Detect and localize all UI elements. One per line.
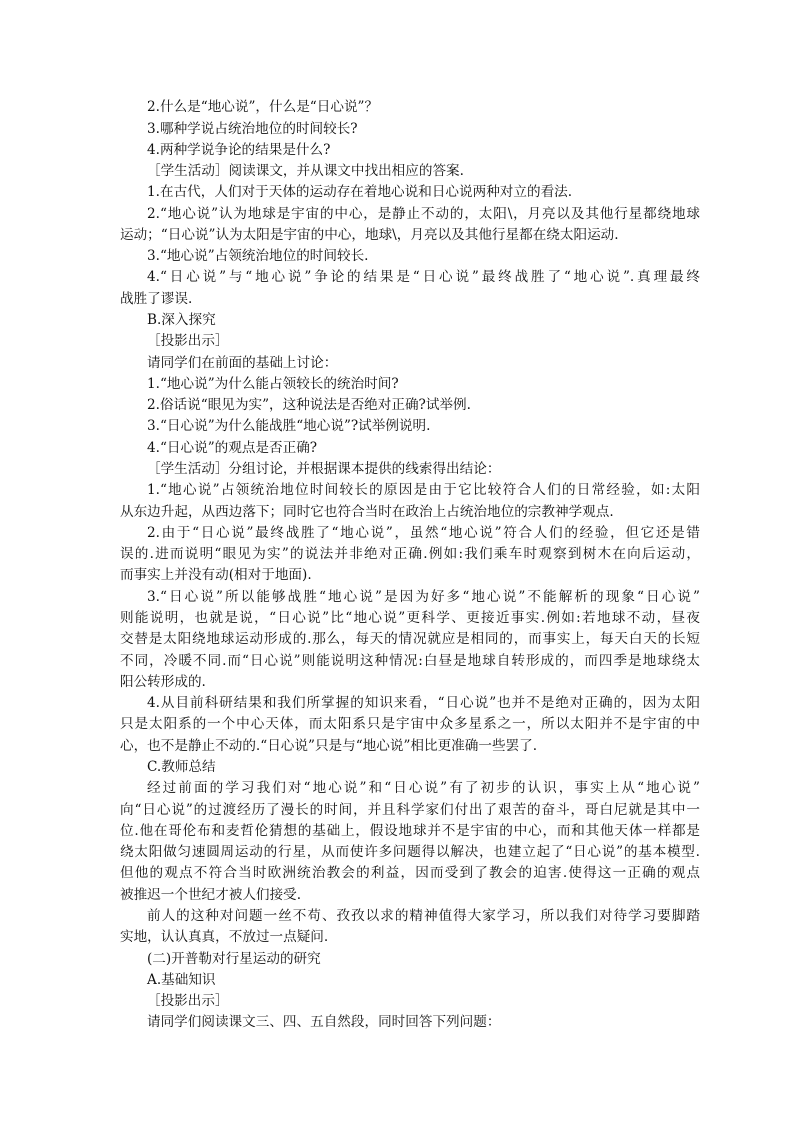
section-heading: C.教师总结 xyxy=(147,759,216,775)
text-line: 阳公转形成的. xyxy=(120,674,206,690)
text-line: 不同，冷暖不同.而“日心说”则能说明这种情况:白昼是地球自转形成的，而四季是地球绕太 xyxy=(120,653,700,669)
text-line: 从东边升起，从西边落下；同时它也符合当时在政治上占统治地位的宗教神学观点. xyxy=(120,504,614,520)
text-line: 3.“日心说”为什么能战胜“地心说”?试举例说明. xyxy=(147,418,431,434)
text-line: 4.从目前科研结果和我们所掌握的知识来看，“日心说”也并不是绝对正确的，因为太阳 xyxy=(147,695,700,711)
text-line: 但他的观点不符合当时欧洲统治教会的利益，因而受到了教会的迫害.使得这一正确的观点 xyxy=(120,865,700,881)
text-line: 位.他在哥伦布和麦哲伦猜想的基础上，假设地球并不是宇宙的中心，而和其他天体一样都是 xyxy=(120,823,700,839)
text-line: 心，也不是静止不动的.“日心说”只是与“地心说”相比更准确一些罢了. xyxy=(120,738,538,754)
text-line: ［投影出示］ xyxy=(147,333,229,349)
text-line: 经过前面的学习我们对“地心说”和“日心说”有了初步的认识，事实上从“地心说” xyxy=(147,780,700,796)
text-line: 实地，认认真真，不放过一点疑问. xyxy=(120,929,329,945)
text-line: 1.在古代，人们对于天体的运动存在着地心说和日心说两种对立的看法. xyxy=(147,184,573,200)
text-line: 4.两种学说争论的结果是什么? xyxy=(147,142,331,158)
text-line: 战胜了谬误. xyxy=(120,291,193,307)
text-line: 则能说明，也就是说，“日心说”比“地心说”更科学、更接近事实.例如:若地球不动，昼夜 xyxy=(120,610,700,626)
text-line: 而事实上并没有动(相对于地面). xyxy=(120,567,312,583)
text-line: 3.“日心说”所以能够战胜“地心说”是因为好多“地心说”不能解析的现象“日心说” xyxy=(147,589,700,605)
text-line: 前人的这种对问题一丝不苟、孜孜以求的精神值得大家学习，所以我们对待学习要脚踏 xyxy=(147,908,700,924)
text-line: 请同学们阅读课文三、四、五自然段，同时回答下列问题： xyxy=(147,1014,501,1030)
text-line: 绕太阳做匀速圆周运动的行星，从而使许多问题得以解决，也建立起了“日心说”的基本模型. xyxy=(120,844,700,860)
text-line: 1.“地心说”为什么能占领较长的统治时间? xyxy=(147,376,399,392)
text-line: 3.“地心说”占领统治地位的时间较长. xyxy=(147,248,369,264)
text-line: 误的.进而说明“眼见为实”的说法并非绝对正确.例如:我们乘车时观察到树木在向后运动， xyxy=(120,546,700,562)
text-line: 4.“日心说”与“地心说”争论的结果是“日心说”最终战胜了“地心说”.真理最终 xyxy=(147,269,700,285)
text-line: 2.什么是“地心说”，什么是“日心说”？ xyxy=(147,99,379,115)
text-line: 1.“地心说”占领统治地位时间较长的原因是由于它比较符合人们的日常经验，如:太阳 xyxy=(147,482,700,498)
text-line: 4.“日心说”的观点是否正确? xyxy=(147,440,318,456)
text-line: 运动；“日心说”认为太阳是宇宙的中心，地球\，月亮以及其他行星都在绕太阳运动. xyxy=(120,227,619,243)
text-line: 2.俗话说“眼见为实”，这种说法是否绝对正确?试举例. xyxy=(147,397,471,413)
section-heading: B.深入探究 xyxy=(147,312,216,328)
text-line: 2.“地心说”认为地球是宇宙的中心，是静止不动的，太阳\，月亮以及其他行星都绕地球 xyxy=(147,206,700,222)
section-heading: (二)开普勒对行星运动的研究 xyxy=(147,951,321,967)
text-line: 被推迟一个世纪才被人们接受. xyxy=(120,887,302,903)
text-line: 2.由于“日心说”最终战胜了“地心说”，虽然“地心说”符合人们的经验，但它还是错 xyxy=(147,525,700,541)
text-line: 3.哪种学说占统治地位的时间较长? xyxy=(147,121,358,137)
text-line: ［投影出示］ xyxy=(147,993,229,1009)
text-line: ［学生活动］分组讨论，并根据课本提供的线索得出结论： xyxy=(147,461,501,477)
text-line: 只是太阳系的一个中心天体，而太阳系只是宇宙中众多星系之一，所以太阳并不是宇宙的中 xyxy=(120,716,700,732)
section-heading: A.基础知识 xyxy=(147,972,216,988)
text-line: ［学生活动］阅读课文，并从课文中找出相应的答案. xyxy=(147,163,464,179)
text-line: 交替是太阳绕地球运动形成的.那么，每天的情况就应是相同的，而事实上，每天白天的长短 xyxy=(120,631,700,647)
text-line: 请同学们在前面的基础上讨论： xyxy=(147,355,338,371)
text-line: 向“日心说”的过渡经历了漫长的时间，并且科学家们付出了艰苦的奋斗，哥白尼就是其中一 xyxy=(120,802,700,818)
